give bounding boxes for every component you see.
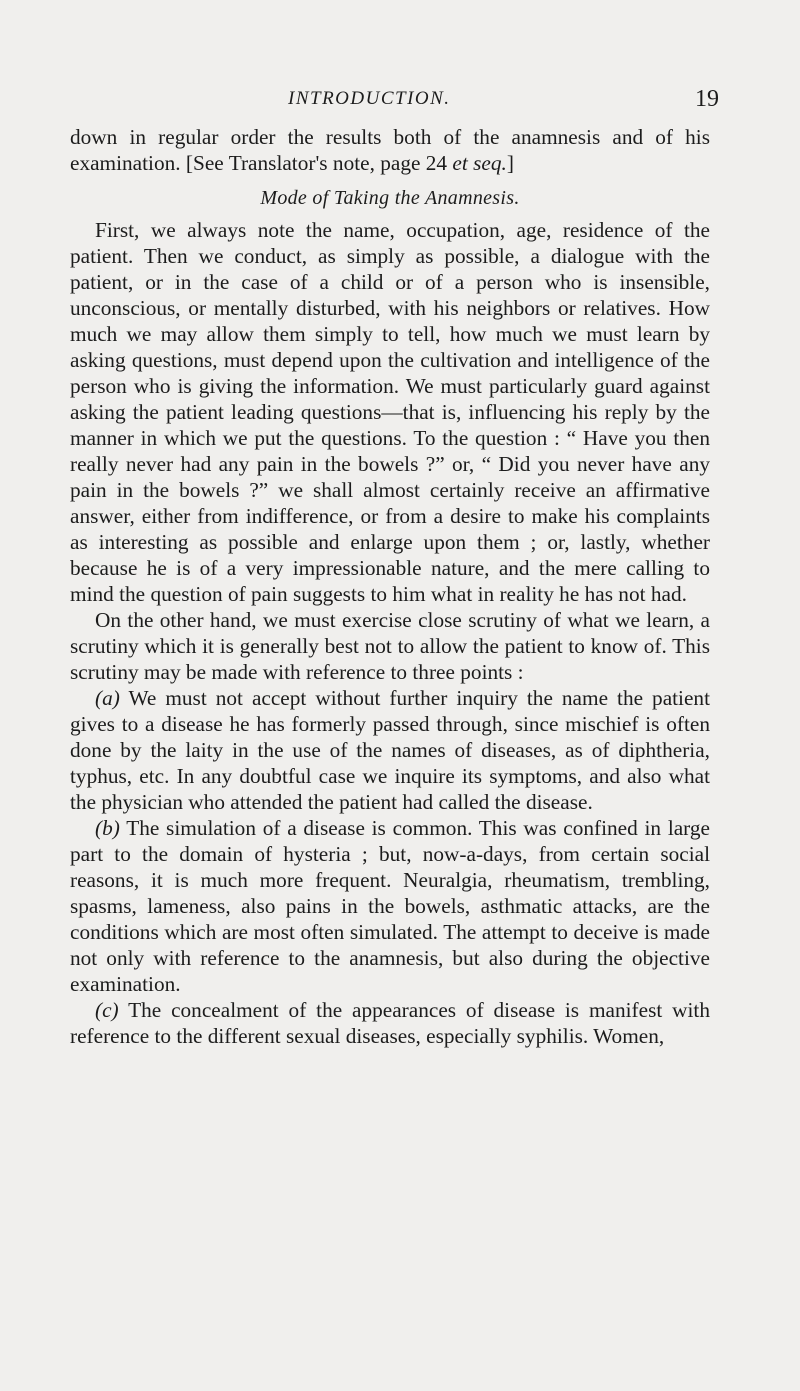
paragraph-1: First, we always note the name, occupation, age, residence of the patient. Then we conduct, as simply as possible, a dialogue with the patient, or in the case of a child or of a person who is insensible, unconscious, or mentally disturbed, with his neighbors or relatives. How much we may allow them simply to tell, how much we must learn by asking questions, must depend upon the cultivation and intelligence of the person who is giving the information. We must particularly guard against asking the patient leading questions—that is, influencing his reply by the manner in which we put the questions. To the question : “ Have you then really never had any pain in the bowels ?” or, “ Did you never have any pain in the bowels ?” we shall almost certainly receive an affirmative answer, either from indifference, or from a desire to make his complaints as interesting as possible and enlarge upon them ; or, lastly, whether because he is of a very impressionable nature, and the mere calling to mind the question of pain suggests to him what in reality he has not had. [70,218,710,606]
continuation-ref: et seq. [452,151,507,175]
paragraph-2: On the other hand, we must exercise close scrutiny of what we learn, a scrutiny which it is generally best not to allow the patient to know of. This scrutiny may be made with reference to three points : [70,608,710,684]
body-text [70,124,710,1049]
running-head: INTRODUCTION. [288,88,451,109]
point-b-label: (b) [95,816,120,840]
continuation-text: down in regular order the results both of the anamnesis and of his examination. [See Translator's note, page 24 [70,125,710,175]
point-a-text: We must not accept without further inquiry the name the patient gives to a disease he has formerly passed through, since mischief is often done by the laity in the use of the names of diseases, as of diphtheria, typhus, etc. In any doubtful case we inquire its symptoms, and also what the physician who attended the patient had called the disease. [70,686,710,814]
page-header [0,88,800,118]
point-a-label: (a) [95,686,120,710]
page-number: 19 [695,86,719,112]
point-c-text: The concealment of the appearances of disease is manifest with reference to the different sexual diseases, especially syphilis. Women, [70,998,710,1048]
point-c-label: (c) [95,998,119,1022]
point-c [70,997,710,1049]
continuation-close: ] [506,151,514,175]
point-a [70,685,710,815]
continuation-paragraph [70,124,710,176]
section-heading: Mode of Taking the Anamnesis. [260,187,520,209]
point-b-text: The simulation of a disease is common. This was confined in large part to the domain of hysteria ; but, now-a-days, from certain social reasons, it is much more frequent. Neuralgia, rheumatism, trembling, spasms, lameness, also pains in the bowels, asthmatic attacks, are the conditions which are most often simulated. The attempt to deceive is made not only with reference to the anamnesis, but also during the objective examination. [70,816,710,996]
point-b [70,815,710,997]
